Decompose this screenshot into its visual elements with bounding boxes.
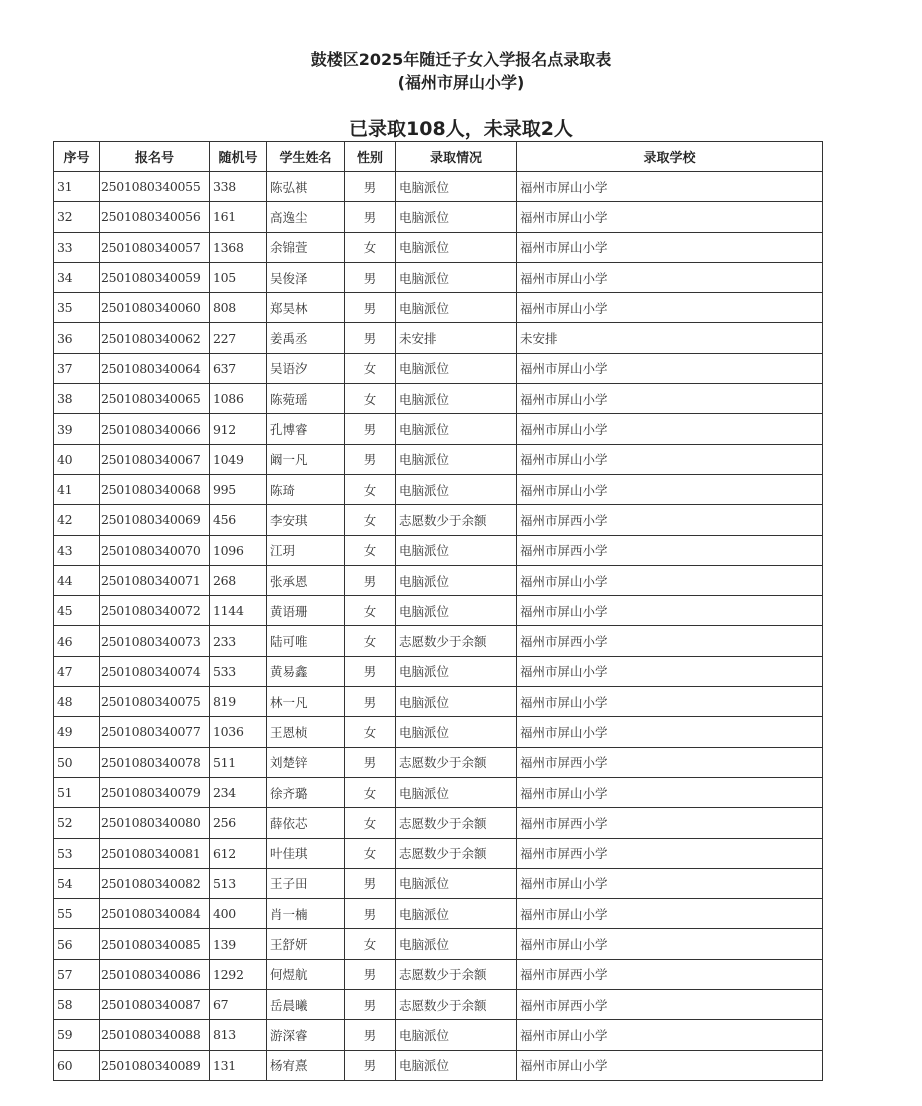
- table-row: [54, 565, 823, 595]
- cell-registration-no: 2501080340065: [100, 384, 210, 414]
- cell-gender: 男: [345, 565, 396, 595]
- cell-admission-status: 志愿数少于余额: [396, 626, 517, 656]
- cell-student-name: 王舒妍: [267, 929, 345, 959]
- cell-gender: 男: [345, 868, 396, 898]
- cell-student-name: 阚一凡: [267, 444, 345, 474]
- cell-admission-status: 电脑派位: [396, 656, 517, 686]
- cell-admitted-school: 福州市屏西小学: [517, 747, 823, 777]
- cell-admitted-school: 福州市屏西小学: [517, 505, 823, 535]
- cell-registration-no: 2501080340055: [100, 172, 210, 202]
- table-row: [54, 596, 823, 626]
- cell-registration-no: 2501080340084: [100, 899, 210, 929]
- cell-index: 54: [54, 868, 100, 898]
- cell-registration-no: 2501080340087: [100, 990, 210, 1020]
- header-registration-no: 报名号: [100, 142, 210, 172]
- cell-admission-status: 电脑派位: [396, 353, 517, 383]
- cell-index: 40: [54, 444, 100, 474]
- table-row: [54, 474, 823, 504]
- cell-gender: 男: [345, 1050, 396, 1080]
- cell-gender: 男: [345, 959, 396, 989]
- cell-gender: 女: [345, 505, 396, 535]
- cell-index: 39: [54, 414, 100, 444]
- admission-summary: 已录取108人，未录取2人: [349, 118, 573, 140]
- table-row: [54, 172, 823, 202]
- cell-admission-status: 电脑派位: [396, 929, 517, 959]
- cell-gender: 男: [345, 323, 396, 353]
- cell-admission-status: 电脑派位: [396, 474, 517, 504]
- cell-random-no: 808: [210, 293, 267, 323]
- cell-admitted-school: 福州市屏山小学: [517, 232, 823, 262]
- cell-student-name: 陆可唯: [267, 626, 345, 656]
- cell-student-name: 姜禹丞: [267, 323, 345, 353]
- table-row: [54, 899, 823, 929]
- cell-gender: 男: [345, 990, 396, 1020]
- cell-random-no: 338: [210, 172, 267, 202]
- table-row: [54, 353, 823, 383]
- cell-student-name: 薛依芯: [267, 808, 345, 838]
- table-row: [54, 262, 823, 292]
- cell-gender: 男: [345, 1020, 396, 1050]
- cell-index: 41: [54, 474, 100, 504]
- cell-index: 38: [54, 384, 100, 414]
- cell-registration-no: 2501080340059: [100, 262, 210, 292]
- table-row: [54, 232, 823, 262]
- cell-admission-status: 电脑派位: [396, 717, 517, 747]
- cell-admission-status: 志愿数少于余额: [396, 747, 517, 777]
- table-row: [54, 959, 823, 989]
- cell-gender: 男: [345, 444, 396, 474]
- cell-admission-status: 电脑派位: [396, 777, 517, 807]
- cell-index: 44: [54, 565, 100, 595]
- cell-registration-no: 2501080340089: [100, 1050, 210, 1080]
- cell-index: 46: [54, 626, 100, 656]
- cell-random-no: 131: [210, 1050, 267, 1080]
- table-row: [54, 1050, 823, 1080]
- header-random-no: 随机号: [210, 142, 267, 172]
- cell-registration-no: 2501080340071: [100, 565, 210, 595]
- cell-random-no: 268: [210, 565, 267, 595]
- cell-index: 58: [54, 990, 100, 1020]
- cell-admission-status: 电脑派位: [396, 384, 517, 414]
- cell-registration-no: 2501080340088: [100, 1020, 210, 1050]
- cell-admitted-school: 福州市屏山小学: [517, 1020, 823, 1050]
- cell-index: 55: [54, 899, 100, 929]
- cell-admitted-school: 福州市屏山小学: [517, 444, 823, 474]
- cell-admission-status: 电脑派位: [396, 262, 517, 292]
- document-subtitle: (福州市屏山小学): [397, 73, 525, 92]
- table-row: [54, 808, 823, 838]
- cell-student-name: 何煜航: [267, 959, 345, 989]
- cell-index: 51: [54, 777, 100, 807]
- cell-admitted-school: 福州市屏山小学: [517, 384, 823, 414]
- cell-registration-no: 2501080340070: [100, 535, 210, 565]
- cell-index: 36: [54, 323, 100, 353]
- cell-index: 53: [54, 838, 100, 868]
- cell-random-no: 1086: [210, 384, 267, 414]
- cell-random-no: 456: [210, 505, 267, 535]
- cell-admission-status: 电脑派位: [396, 172, 517, 202]
- cell-registration-no: 2501080340064: [100, 353, 210, 383]
- cell-student-name: 王恩桢: [267, 717, 345, 747]
- cell-admission-status: 电脑派位: [396, 444, 517, 474]
- cell-gender: 男: [345, 414, 396, 444]
- cell-admitted-school: 福州市屏山小学: [517, 687, 823, 717]
- cell-student-name: 刘楚锌: [267, 747, 345, 777]
- cell-registration-no: 2501080340056: [100, 202, 210, 232]
- document-title: 鼓楼区2025年随迁子女入学报名点录取表: [310, 50, 612, 69]
- cell-index: 50: [54, 747, 100, 777]
- cell-student-name: 杨宥熹: [267, 1050, 345, 1080]
- cell-random-no: 1096: [210, 535, 267, 565]
- cell-student-name: 叶佳琪: [267, 838, 345, 868]
- table-row: [54, 535, 823, 565]
- cell-gender: 女: [345, 717, 396, 747]
- header-student-name: 学生姓名: [267, 142, 345, 172]
- cell-gender: 男: [345, 262, 396, 292]
- cell-gender: 女: [345, 929, 396, 959]
- cell-random-no: 161: [210, 202, 267, 232]
- cell-registration-no: 2501080340080: [100, 808, 210, 838]
- table-row: [54, 505, 823, 535]
- cell-gender: 男: [345, 899, 396, 929]
- cell-registration-no: 2501080340079: [100, 777, 210, 807]
- cell-gender: 男: [345, 172, 396, 202]
- cell-student-name: 肖一楠: [267, 899, 345, 929]
- cell-admission-status: 电脑派位: [396, 293, 517, 323]
- cell-student-name: 孔博睿: [267, 414, 345, 444]
- cell-admitted-school: 福州市屏山小学: [517, 202, 823, 232]
- cell-admitted-school: 福州市屏山小学: [517, 656, 823, 686]
- cell-index: 37: [54, 353, 100, 383]
- cell-admission-status: 志愿数少于余额: [396, 838, 517, 868]
- cell-student-name: 余锦萱: [267, 232, 345, 262]
- cell-admitted-school: 福州市屏西小学: [517, 838, 823, 868]
- cell-gender: 女: [345, 808, 396, 838]
- cell-registration-no: 2501080340068: [100, 474, 210, 504]
- cell-admission-status: 志愿数少于余额: [396, 505, 517, 535]
- cell-admission-status: 电脑派位: [396, 1050, 517, 1080]
- cell-registration-no: 2501080340078: [100, 747, 210, 777]
- cell-index: 33: [54, 232, 100, 262]
- table-row: [54, 626, 823, 656]
- cell-admission-status: 电脑派位: [396, 414, 517, 444]
- cell-admitted-school: 福州市屏山小学: [517, 868, 823, 898]
- cell-admitted-school: 福州市屏山小学: [517, 474, 823, 504]
- cell-student-name: 张承恩: [267, 565, 345, 595]
- table-row: [54, 293, 823, 323]
- cell-registration-no: 2501080340081: [100, 838, 210, 868]
- cell-admission-status: 电脑派位: [396, 687, 517, 717]
- cell-admission-status: 电脑派位: [396, 565, 517, 595]
- cell-gender: 女: [345, 596, 396, 626]
- cell-admission-status: 志愿数少于余额: [396, 990, 517, 1020]
- cell-admission-status: 电脑派位: [396, 202, 517, 232]
- cell-student-name: 岳晨曦: [267, 990, 345, 1020]
- cell-random-no: 1144: [210, 596, 267, 626]
- cell-registration-no: 2501080340085: [100, 929, 210, 959]
- cell-student-name: 江玥: [267, 535, 345, 565]
- cell-index: 34: [54, 262, 100, 292]
- cell-admitted-school: 福州市屏山小学: [517, 262, 823, 292]
- cell-admission-status: 电脑派位: [396, 535, 517, 565]
- cell-gender: 女: [345, 535, 396, 565]
- cell-index: 52: [54, 808, 100, 838]
- cell-random-no: 533: [210, 656, 267, 686]
- cell-admitted-school: 福州市屏山小学: [517, 565, 823, 595]
- cell-gender: 女: [345, 353, 396, 383]
- cell-registration-no: 2501080340074: [100, 656, 210, 686]
- cell-student-name: 吴俊泽: [267, 262, 345, 292]
- cell-registration-no: 2501080340072: [100, 596, 210, 626]
- cell-registration-no: 2501080340069: [100, 505, 210, 535]
- cell-admission-status: 未安排: [396, 323, 517, 353]
- cell-registration-no: 2501080340073: [100, 626, 210, 656]
- header-gender: 性别: [345, 142, 396, 172]
- cell-random-no: 637: [210, 353, 267, 383]
- cell-admitted-school: 福州市屏山小学: [517, 596, 823, 626]
- cell-random-no: 511: [210, 747, 267, 777]
- table-row: [54, 687, 823, 717]
- cell-registration-no: 2501080340075: [100, 687, 210, 717]
- cell-index: 48: [54, 687, 100, 717]
- table-row: [54, 747, 823, 777]
- table-body: [54, 172, 823, 1081]
- cell-random-no: 995: [210, 474, 267, 504]
- cell-random-no: 1368: [210, 232, 267, 262]
- cell-index: 32: [54, 202, 100, 232]
- cell-index: 43: [54, 535, 100, 565]
- cell-random-no: 1049: [210, 444, 267, 474]
- table-row: [54, 414, 823, 444]
- cell-admitted-school: 福州市屏山小学: [517, 293, 823, 323]
- cell-index: 57: [54, 959, 100, 989]
- cell-admitted-school: 福州市屏山小学: [517, 899, 823, 929]
- cell-student-name: 陈琦: [267, 474, 345, 504]
- cell-admitted-school: 福州市屏山小学: [517, 717, 823, 747]
- table-header-row: [54, 142, 823, 172]
- cell-admitted-school: 福州市屏西小学: [517, 535, 823, 565]
- table-row: [54, 929, 823, 959]
- table-row: [54, 990, 823, 1020]
- cell-random-no: 912: [210, 414, 267, 444]
- cell-admission-status: 电脑派位: [396, 232, 517, 262]
- cell-index: 31: [54, 172, 100, 202]
- cell-index: 47: [54, 656, 100, 686]
- cell-random-no: 67: [210, 990, 267, 1020]
- cell-registration-no: 2501080340062: [100, 323, 210, 353]
- cell-admission-status: 电脑派位: [396, 899, 517, 929]
- cell-random-no: 400: [210, 899, 267, 929]
- cell-index: 35: [54, 293, 100, 323]
- cell-admitted-school: 福州市屏山小学: [517, 353, 823, 383]
- cell-index: 45: [54, 596, 100, 626]
- cell-registration-no: 2501080340057: [100, 232, 210, 262]
- cell-random-no: 105: [210, 262, 267, 292]
- cell-registration-no: 2501080340060: [100, 293, 210, 323]
- table-row: [54, 444, 823, 474]
- header-admission-status: 录取情况: [396, 142, 517, 172]
- cell-random-no: 233: [210, 626, 267, 656]
- cell-gender: 女: [345, 626, 396, 656]
- cell-admission-status: 电脑派位: [396, 868, 517, 898]
- cell-gender: 女: [345, 232, 396, 262]
- table-row: [54, 323, 823, 353]
- cell-registration-no: 2501080340086: [100, 959, 210, 989]
- cell-admitted-school: 福州市屏西小学: [517, 959, 823, 989]
- cell-student-name: 高逸尘: [267, 202, 345, 232]
- cell-index: 56: [54, 929, 100, 959]
- admission-table: [53, 141, 823, 1081]
- cell-index: 42: [54, 505, 100, 535]
- cell-registration-no: 2501080340077: [100, 717, 210, 747]
- table-row: [54, 717, 823, 747]
- cell-gender: 女: [345, 474, 396, 504]
- cell-index: 60: [54, 1050, 100, 1080]
- cell-student-name: 郑昊林: [267, 293, 345, 323]
- cell-admission-status: 志愿数少于余额: [396, 808, 517, 838]
- cell-student-name: 陈弘褀: [267, 172, 345, 202]
- cell-random-no: 612: [210, 838, 267, 868]
- table-row: [54, 656, 823, 686]
- cell-gender: 男: [345, 202, 396, 232]
- header-admitted-school: 录取学校: [517, 142, 823, 172]
- cell-random-no: 139: [210, 929, 267, 959]
- cell-admitted-school: 福州市屏山小学: [517, 777, 823, 807]
- cell-admitted-school: 福州市屏山小学: [517, 929, 823, 959]
- cell-admitted-school: 福州市屏西小学: [517, 990, 823, 1020]
- cell-student-name: 游深睿: [267, 1020, 345, 1050]
- cell-random-no: 234: [210, 777, 267, 807]
- table-row: [54, 384, 823, 414]
- cell-admission-status: 电脑派位: [396, 1020, 517, 1050]
- cell-random-no: 227: [210, 323, 267, 353]
- cell-random-no: 819: [210, 687, 267, 717]
- cell-registration-no: 2501080340066: [100, 414, 210, 444]
- cell-admitted-school: 福州市屏西小学: [517, 626, 823, 656]
- table-row: [54, 838, 823, 868]
- cell-admitted-school: 福州市屏山小学: [517, 1050, 823, 1080]
- cell-admission-status: 志愿数少于余额: [396, 959, 517, 989]
- cell-student-name: 黄语珊: [267, 596, 345, 626]
- cell-gender: 男: [345, 687, 396, 717]
- cell-admitted-school: 福州市屏西小学: [517, 808, 823, 838]
- cell-student-name: 李安琪: [267, 505, 345, 535]
- cell-admission-status: 电脑派位: [396, 596, 517, 626]
- cell-student-name: 王子田: [267, 868, 345, 898]
- cell-student-name: 陈菀瑶: [267, 384, 345, 414]
- cell-random-no: 513: [210, 868, 267, 898]
- cell-admitted-school: 未安排: [517, 323, 823, 353]
- cell-random-no: 813: [210, 1020, 267, 1050]
- cell-random-no: 1036: [210, 717, 267, 747]
- cell-gender: 女: [345, 384, 396, 414]
- cell-random-no: 1292: [210, 959, 267, 989]
- cell-gender: 男: [345, 656, 396, 686]
- table-row: [54, 202, 823, 232]
- cell-gender: 男: [345, 747, 396, 777]
- cell-registration-no: 2501080340082: [100, 868, 210, 898]
- table-row: [54, 777, 823, 807]
- header-index: 序号: [54, 142, 100, 172]
- cell-gender: 女: [345, 777, 396, 807]
- cell-gender: 女: [345, 838, 396, 868]
- cell-student-name: 黄易鑫: [267, 656, 345, 686]
- cell-admitted-school: 福州市屏山小学: [517, 414, 823, 444]
- cell-index: 49: [54, 717, 100, 747]
- cell-student-name: 林一凡: [267, 687, 345, 717]
- cell-student-name: 徐齐璐: [267, 777, 345, 807]
- cell-gender: 男: [345, 293, 396, 323]
- cell-registration-no: 2501080340067: [100, 444, 210, 474]
- table-row: [54, 868, 823, 898]
- cell-admitted-school: 福州市屏山小学: [517, 172, 823, 202]
- cell-student-name: 吴语汐: [267, 353, 345, 383]
- cell-index: 59: [54, 1020, 100, 1050]
- cell-random-no: 256: [210, 808, 267, 838]
- table-row: [54, 1020, 823, 1050]
